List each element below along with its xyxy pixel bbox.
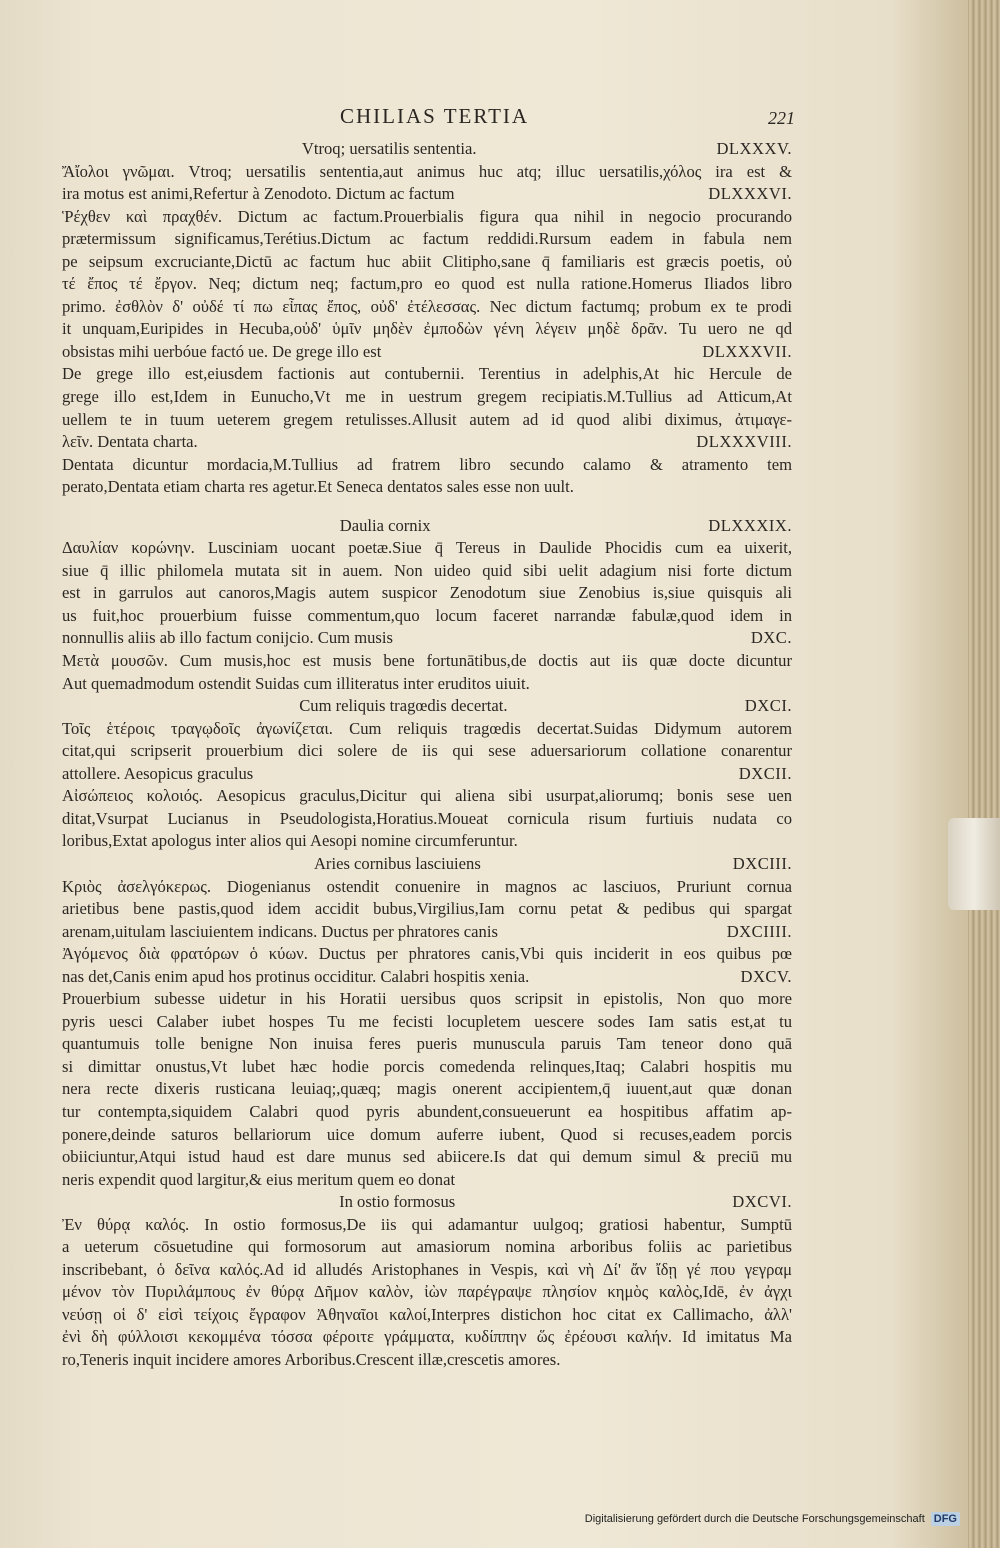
line-text: neris expendit quod largitur,& eius meritum quem eo donat: [62, 1169, 456, 1189]
text-line: [62, 1214, 792, 1237]
line-text: Daulia cornix: [339, 515, 431, 535]
line-text: est in garrulos aut canoros,Magis autem suspicor Zenodotum siue Zenobius is,siue quisquis ali: [62, 583, 792, 603]
line-text: Δαυλίαν κορώνην. Lusciniam uocant poetæ.Siue q̄ Tereus in Daulide Phocidis cum ea uixerit,: [62, 538, 792, 558]
line-text: Κριὸς ἀσελγόκερως. Diogenianus ostendit conuenire in magnos ac lasciuos, Pruriunt cornua: [62, 876, 792, 896]
line-text: tur contempta,siquidem Calabri quod pyris abundent,consueuerunt ea hospitibus affatim ap-: [62, 1101, 792, 1121]
page-clip: [948, 818, 1000, 910]
adage-number: DXCIIII.: [726, 921, 792, 941]
text-line: [62, 431, 792, 454]
line-text: pyris uesci Calaber iubet hospes Tu me fecisti locupletem uescere sodes Iam satis est,at tu: [62, 1011, 792, 1031]
adage-heading: [62, 515, 792, 538]
text-line: [62, 228, 792, 251]
line-text: pe seipsum excruciante,Dictū ac factum huc abiit Clitipho,sane q̄ familiaris est græcis poetis, οὐ: [62, 251, 792, 271]
line-text: a ueterum cōsuetudine qui formosorum aut amasiorum nomina arboribus foliis ac parietibus: [62, 1237, 792, 1257]
adage-heading: [62, 1191, 792, 1214]
line-text: Ἄἴολοι γνῶμαι. Vtroq; uersatilis sententia,aut animus huc atq; illuc uersatilis,χόλος ira est &: [62, 161, 792, 181]
text-line: [62, 605, 792, 628]
text-line: [62, 1281, 792, 1304]
text-line: [62, 1011, 792, 1034]
text-line: [62, 1056, 792, 1079]
line-text: Μετὰ μουσῶν. Cum musis,hoc est musis bene fortunātibus,de doctis aut iis quæ docte dicuntur: [62, 651, 792, 671]
line-text: it unquam,Euripides in Hecuba,οὐδ' ὑμῖν μηδὲν ἐμποδὼν γένη λέγειν μηδὲ δρᾶν. Tu uero ne qd: [62, 319, 792, 339]
text-line: [62, 206, 792, 229]
line-text: arietibus bene pastis,quod idem accidit bubus,Virgilius,Iam cornu petat & pedibus qui spargat: [62, 899, 792, 919]
line-text: siue q̄ illic philomela mutata sit in auem. Non uideo quid sibi uelit adagium nisi forte dictum: [62, 560, 792, 580]
text-line: [62, 183, 792, 206]
text-line: [62, 363, 792, 386]
text-line: [62, 988, 792, 1011]
text-line: [62, 1078, 792, 1101]
text-line: [62, 898, 792, 921]
page-header: [60, 104, 795, 132]
adage-number: DLXXXVI.: [708, 184, 792, 204]
adage-number: DXCIII.: [732, 853, 792, 873]
text-line: [62, 673, 792, 696]
text-line: [62, 560, 792, 583]
text-line: [62, 1146, 792, 1169]
line-text: ira motus est animi,Refertur à Zenodoto. Dictum ac factum: [62, 184, 455, 204]
adage-number: DXCVI.: [732, 1192, 792, 1212]
line-text: τέ ἔπος τέ ἔργον. Neq; dictum neq; factum,pro eo quod est nulla ratione.Homerus Iliados libro: [62, 274, 792, 294]
text-line: [62, 1326, 792, 1349]
text-line: [62, 808, 792, 831]
text-line: [62, 1349, 792, 1372]
footer: [585, 1512, 960, 1526]
adage-heading: [62, 853, 792, 876]
adage-number: DLXXXIX.: [708, 515, 792, 535]
line-text: quantumuis tolle benigne Non inuisa feres pueris munuscula paruis Tam teneor dono quā: [62, 1034, 792, 1054]
line-text: Vtroq; uersatilis sententia.: [301, 139, 477, 158]
text-line: [62, 763, 792, 786]
line-text: nera recte dixeris rusticana leuiaq;,quæq; magis onerent accipientem,q̄ iuuent,aut quæ donan: [62, 1079, 792, 1099]
line-text: attollere. Aesopicus graculus: [62, 763, 254, 783]
line-text: ponere,deinde saturos bellariorum uice domum auferre iubent, Quod si recuses,eadem porcis: [62, 1124, 792, 1144]
adage-number: DLXXXVIII.: [696, 432, 792, 452]
line-text: Αἰσώπειος κολοιός. Aesopicus graculus,Dicitur qui aliena sibi usurpat,aliorumq; bonis sese uen: [62, 786, 792, 806]
line-text: ditat,Vsurpat Lucianus in Pseudologista,Horatius.Moueat cornicula risum furtiuis nudata co: [62, 808, 792, 828]
text-line: [62, 1304, 792, 1327]
line-text: nonnullis aliis ab illo factum conijcio. Cum musis: [62, 628, 393, 648]
line-text: De grege illo est,eiusdem factionis aut contubernii. Terentius in adelphis,At hic Hercule de: [62, 364, 792, 384]
line-text: primo. ἐσθλὸν δ' οὐδέ τί πω εἶπας ἔπος, οὐδ' ἐτέλεσσας. Nec dictum factumq; probum ex te prodi: [62, 296, 792, 316]
text-line: [62, 318, 792, 341]
text-line: [62, 537, 792, 560]
adage-number: DXCII.: [738, 763, 792, 783]
text-line: [62, 943, 792, 966]
line-text: Prouerbium subesse uidetur in his Horatii uersibus quos scripsit in epistolis, Non quo more: [62, 989, 792, 1009]
page-number: 221: [768, 108, 795, 128]
text-line: [62, 830, 792, 853]
adage-number: DXC.: [750, 628, 792, 648]
text-line: [62, 876, 792, 899]
text-line: [62, 296, 792, 319]
line-gap: [62, 499, 792, 515]
text-line: [62, 1101, 792, 1124]
line-text: obiiciuntur,Atqui istud haud est dare munus sed abiicere.Is dat qui demum simul & preciū mu: [62, 1147, 792, 1167]
line-text: Aries cornibus lasciuiens: [313, 853, 481, 873]
page-edges: [968, 0, 1000, 1548]
line-text: grege illo est,Idem in Eunucho,Vt me in uestrum gregem recipiatis.M.Tullius ad Atticum,At: [62, 387, 792, 407]
line-text: citat,qui scripserit prouerbium dici solere de iis qui sese aduersariorum collatione conarentur: [62, 741, 792, 761]
line-text: μένον τὸν Πυριλάμπους ἐν θύρᾳ Δῆμον καλὸν, ἰὼν παρέγραψε πλησίον κημὸς καλὸς,Idē, ἐν ἀγχι: [62, 1282, 792, 1302]
line-text: Aut quemadmodum ostendit Suidas cum illiteratus inter eruditos uiuit.: [62, 673, 530, 693]
adage-number: DLXXXVII.: [702, 341, 792, 361]
line-text: ἐνὶ δὴ φύλλοισι κεκομμένα τόσσα φέροιτε γράμματα, κυδίππην ὥς ἐρέουσι καλήν. Id imitatus Ma: [62, 1327, 792, 1347]
text-line: [62, 386, 792, 409]
line-text: Dentata dicuntur mordacia,M.Tullius ad fratrem libro secundo calamo & atramento tem: [62, 454, 792, 474]
text-line: [62, 921, 792, 944]
line-text: Ἀγόμενος διὰ φρατόρων ὁ κύων. Ductus per phratores canis,Vbi quis inciderit in eos quibus pœ: [62, 944, 792, 964]
text-line: [62, 476, 792, 499]
text-line: [62, 409, 792, 432]
adage-number: DLXXXV.: [716, 139, 792, 158]
line-text: Ῥέχθεν καὶ πραχθέν. Dictum ac factum.Prouerbialis figura qua nihil in negocio procurando: [62, 206, 792, 226]
line-text: obsistas mihi uerbóue factó ue. De grege illo est: [62, 341, 382, 361]
adage-number: DXCI.: [744, 696, 792, 716]
line-text: λεῖν. Dentata charta.: [62, 432, 198, 452]
line-text: perato,Dentata etiam charta res agetur.Et Seneca dentatos sales esse non uult.: [62, 477, 574, 497]
text-line: [62, 1033, 792, 1056]
line-text: In ostio formosus: [339, 1192, 456, 1212]
running-title: CHILIAS TERTIA: [340, 104, 530, 128]
adage-number: DXCV.: [740, 966, 792, 986]
text-line: [62, 341, 792, 364]
line-text: νεύσῃ οἱ δ' εἰσὶ τείχοις ἔγραφον Ἀθηναῖοι καλοί,Interpres distichon hoc citat ex Callimacho, ἀλλ': [62, 1304, 792, 1324]
adage-heading: [62, 138, 792, 161]
adage-heading: [62, 695, 792, 718]
line-text: Cum reliquis tragœdis decertat.: [299, 696, 508, 716]
text-line: [62, 1259, 792, 1282]
dfg-logo: DFG: [931, 1512, 960, 1526]
line-text: ro,Teneris inquit incidere amores Arboribus.Crescent illæ,crescetis amores.: [62, 1349, 561, 1369]
text-line: [62, 740, 792, 763]
line-text: us fuit,hoc prouerbium fuisse commentum,quo locum faceret narrandæ fabulæ,quod idem in: [62, 605, 792, 625]
text-line: [62, 1124, 792, 1147]
text-line: [62, 627, 792, 650]
text-line: [62, 454, 792, 477]
line-text: Τοῖς ἑτέροις τραγῳδοῖς ἀγωνίζεται. Cum reliquis tragœdis decertat.Suidas Didymum autorem: [62, 718, 792, 738]
text-line: [62, 251, 792, 274]
line-text: inscribebant, ὁ δεῖνα καλός.Ad id alludés Aristophanes in Vespis, καὶ νὴ Δί' ἄν ἴδῃ γέ που γεγραμ: [62, 1259, 792, 1279]
line-text: prætermissum significamus,Terétius.Dictum ac factum reddidi.Rursum eadem in fabula nem: [62, 229, 792, 249]
text-line: [62, 1169, 792, 1192]
text-line: [62, 1236, 792, 1259]
text-line: [62, 582, 792, 605]
line-text: arenam,uitulam lasciuientem indicans. Ductus per phratores canis: [62, 921, 498, 941]
text-line: [62, 161, 792, 184]
line-text: si dimittar onustus,Vt lubet hæc hodie porcis comedenda relinques,Itaq; Calabri hospitis mu: [62, 1056, 792, 1076]
line-text: uellem te in tuum ueterem gregem retulisses.Allusit autem ad id quod alibi diximus, ἀτιμαγε-: [62, 409, 792, 429]
line-text: nas det,Canis enim apud hos protinus occiditur. Calabri hospitis xenia.: [62, 966, 530, 986]
line-text: loribus,Extat apologus inter alios qui Aesopi nomine circumferuntur.: [62, 831, 518, 851]
text-line: [62, 273, 792, 296]
text-line: [62, 966, 792, 989]
line-text: Ἐν θύρᾳ καλός. In ostio formosus,De iis qui adamantur uulgoq; gratiosi habentur, Sumptū: [62, 1214, 792, 1234]
text-line: [62, 718, 792, 741]
text-line: [62, 650, 792, 673]
text-block: [62, 138, 792, 1372]
digitization-credit: Digitalisierung gefördert durch die Deutsche Forschungsgemeinschaft: [584, 1513, 925, 1525]
text-line: [62, 785, 792, 808]
